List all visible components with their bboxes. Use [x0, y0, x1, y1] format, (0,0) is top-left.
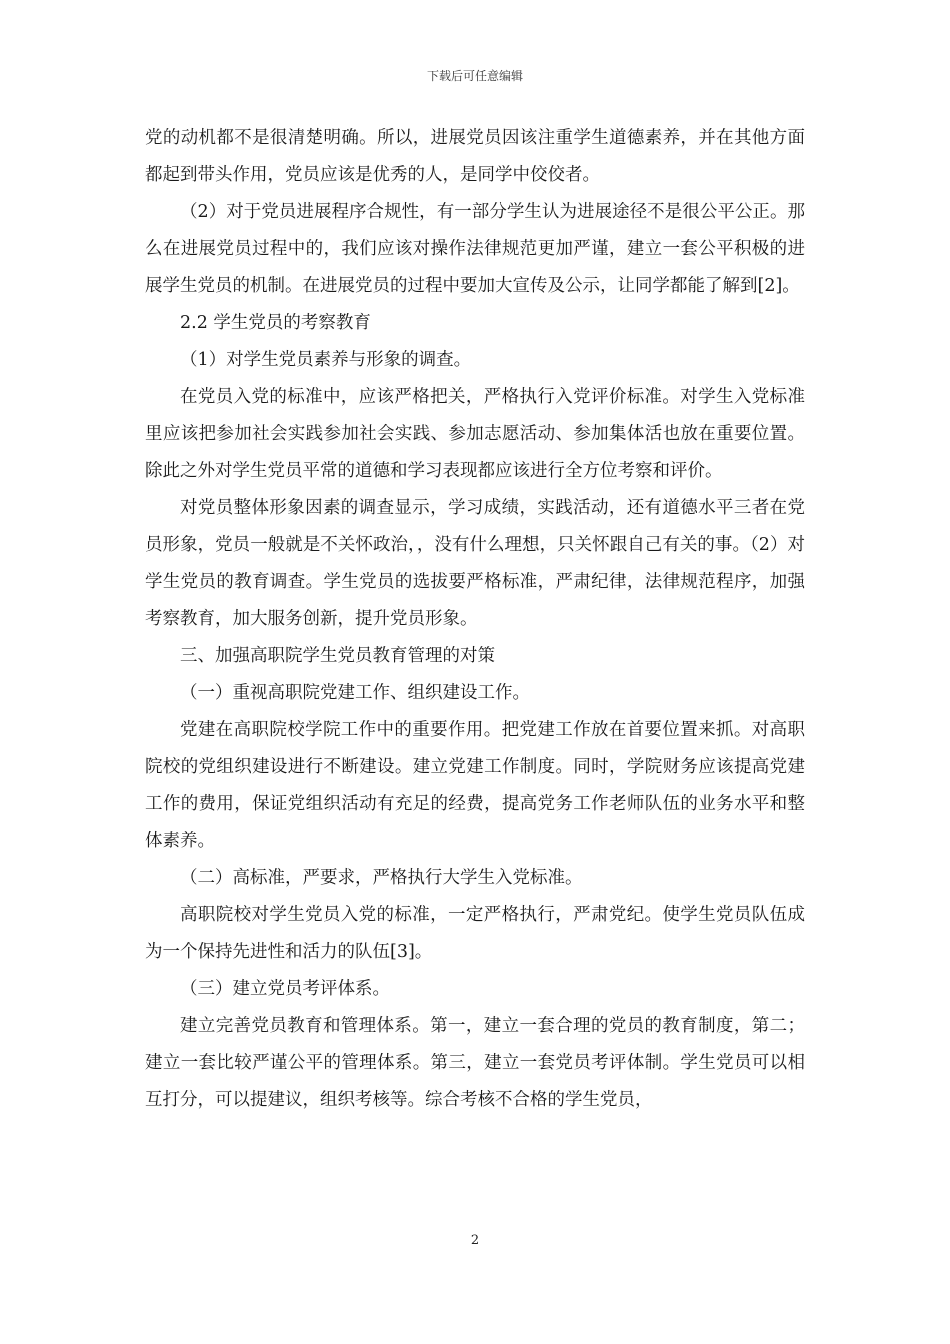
paragraph-6: 对党员整体形象因素的调查显示，学习成绩，实践活动，还有道德水平三者在党员形象，党员一般就是不关怀政治，，没有什么理想，只关怀跟自己有关的事。（2）对学生党员的教育调查。学生党员的选拔要严格标准，严肃纪律，法律规范程序，加强考察教育，加大服务创新，提升党员形象。	[145, 498, 805, 629]
page-number: 2	[470, 1233, 480, 1248]
subsection-heading-1: （一）重视高职院党建工作、组织建设工作。	[180, 683, 530, 703]
subsection-heading-2: （二）高标准，严要求，严格执行大学生入党标准。	[180, 868, 583, 888]
page-header: 下载后可任意编辑	[426, 69, 523, 83]
paragraph-1: 党的动机都不是很清楚明确。所以，进展党员因该注重学生道德素养，并在其他方面都起到带头作用，党员应该是优秀的人，是同学中佼佼者。	[145, 128, 805, 185]
paragraph-9: 党建在高职院校学院工作中的重要作用。把党建工作放在首要位置来抓。对高职院校的党组织建设进行不断建设。建立党建工作制度。同时，学院财务应该提高党建工作的费用，保证党组织活动有充足的经费，提高党务工作老师队伍的业务水平和整体素养。	[145, 720, 805, 851]
section-heading-2-2: 2.2 学生党员的考察教育	[180, 313, 371, 333]
paragraph-2: （2）对于党员进展程序合规性，有一部分学生认为进展途径不是很公平公正。那么在进展党员过程中的，我们应该对操作法律规范更加严谨，建立一套公平积极的进展学生党员的机制。在进展党员的过程中要加大宣传及公示，让同学都能了解到[2]。	[145, 202, 805, 296]
subsection-heading-3: （三）建立党员考评体系。	[180, 979, 390, 999]
section-heading-3: 三、加强高职院学生党员教育管理的对策	[180, 646, 495, 666]
paragraph-11: 高职院校对学生党员入党的标准，一定严格执行，严肃党纪。使学生党员队伍成为一个保持先进性和活力的队伍[3]。	[145, 905, 805, 962]
subsection-heading: （1）对学生党员素养与形象的调查。	[180, 350, 472, 370]
document-body	[145, 120, 805, 1119]
paragraph-13: 建立完善党员教育和管理体系。第一，建立一套合理的党员的教育制度，第二；建立一套比较严谨公平的管理体系。第三，建立一套党员考评体制。学生党员可以相互打分，可以提建议，组织考核等。综合考核不合格的学生党员，	[145, 1016, 805, 1110]
paragraph-5: 在党员入党的标准中，应该严格把关，严格执行入党评价标准。对学生入党标准里应该把参加社会实践参加社会实践、参加志愿活动、参加集体活也放在重要位置。除此之外对学生党员平常的道德和学习表现都应该进行全方位考察和评价。	[145, 387, 805, 481]
